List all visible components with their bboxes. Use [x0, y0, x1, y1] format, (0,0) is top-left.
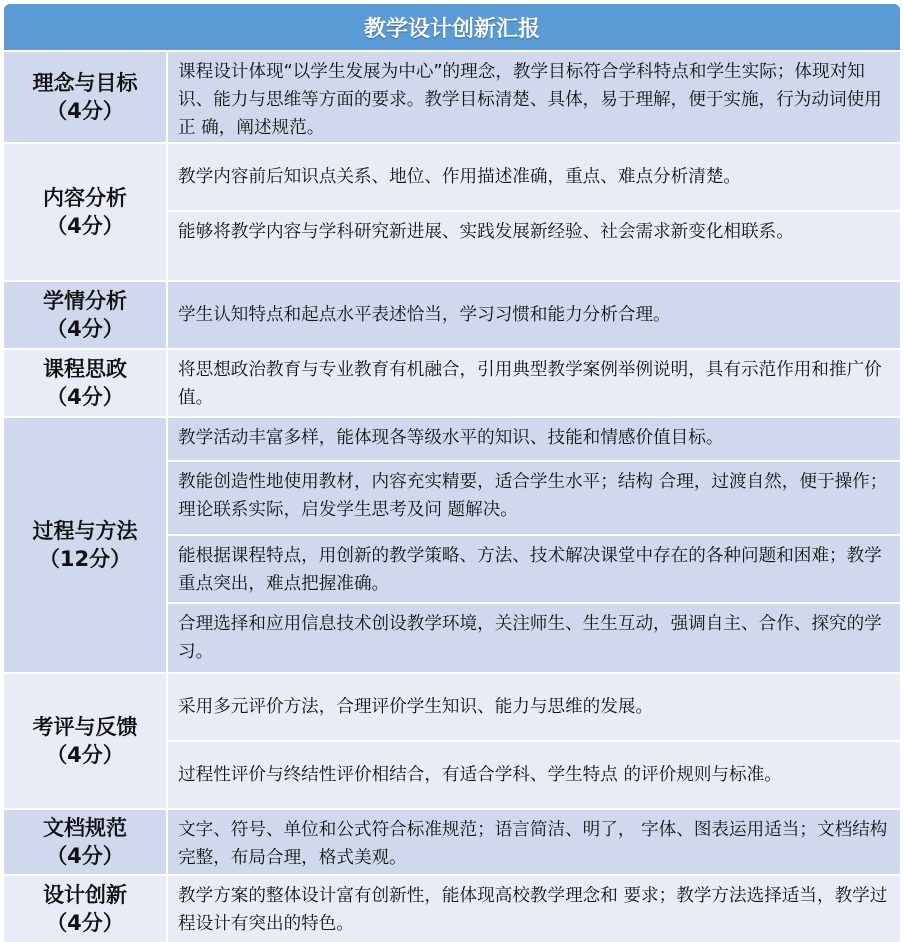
table-row — [4, 416, 900, 460]
category-cell — [4, 50, 168, 142]
category-score: （4分） — [46, 743, 124, 767]
category-cell — [4, 808, 168, 874]
category-name: 文档规范 — [43, 816, 127, 840]
category-score: （4分） — [46, 214, 124, 238]
criterion-text: 合理选择和应用信息技术创设教学环境，关注师生、生生互动，强调自主、合作、探究的学习。 — [168, 602, 900, 672]
category-cell — [4, 280, 168, 348]
table-title: 教学设计创新汇报 — [4, 4, 900, 50]
criterion-text: 采用多元评价方法，合理评价学生知识、能力与思维的发展。 — [168, 672, 900, 740]
category-cell — [4, 142, 168, 280]
criterion-text: 教能创造性地使用教材，内容充实精要，适合学生水平；结构 合理，过渡自然，便于操作；理论联系实际，启发学生思考及问 题解决。 — [168, 460, 900, 534]
category-name: 课程思政 — [43, 357, 127, 381]
category-cell — [4, 348, 168, 416]
category-name: 内容分析 — [43, 186, 127, 210]
table-row — [4, 808, 900, 874]
category-name: 考评与反馈 — [32, 715, 138, 739]
category-score: （4分） — [46, 911, 124, 935]
category-score: （4分） — [46, 317, 124, 341]
criterion-text: 教学内容前后知识点关系、地位、作用描述准确，重点、难点分析清楚。 — [168, 142, 900, 210]
category-name: 学情分析 — [43, 289, 127, 313]
category-name: 过程与方法 — [32, 519, 138, 543]
table-row — [4, 142, 900, 210]
category-cell — [4, 874, 168, 942]
criteria-table — [4, 4, 900, 942]
category-score: （12分） — [38, 547, 132, 571]
criterion-text: 能够将教学内容与学科研究新进展、实践发展新经验、社会需求新变化相联系。 — [168, 210, 900, 280]
table-row — [4, 874, 900, 942]
category-cell — [4, 416, 168, 672]
category-score: （4分） — [46, 99, 124, 123]
table-row — [4, 672, 900, 740]
category-name: 理念与目标 — [32, 71, 138, 95]
criterion-text: 课程设计体现“以学生发展为中心”的理念，教学目标符合学科特点和学生实际；体现对知识、能力与思维等方面的要求。教学目标清楚、具体，易于理解，便于实施，行为动词使用正 确，阐述规范。 — [168, 50, 900, 142]
category-name: 设计创新 — [43, 883, 127, 907]
category-score: （4分） — [46, 385, 124, 409]
criterion-text: 教学方案的整体设计富有创新性，能体现高校教学理念和 要求；教学方法选择适当，教学过程设计有突出的特色。 — [168, 874, 900, 942]
criterion-text: 教学活动丰富多样，能体现各等级水平的知识、技能和情感价值目标。 — [168, 416, 900, 460]
criterion-text: 过程性评价与终结性评价相结合，有适合学科、学生特点 的评价规则与标准。 — [168, 740, 900, 808]
table-row — [4, 348, 900, 416]
criterion-text: 文字、符号、单位和公式符合标准规范；语言简洁、明了， 字体、图表运用适当；文档结构完整，布局合理，格式美观。 — [168, 808, 900, 874]
table-row — [4, 280, 900, 348]
criterion-text: 将思想政治教育与专业教育有机融合，引用典型教学案例举例说明，具有示范作用和推广价值。 — [168, 348, 900, 416]
category-score: （4分） — [46, 844, 124, 868]
category-cell — [4, 672, 168, 808]
criterion-text: 学生认知特点和起点水平表述恰当，学习习惯和能力分析合理。 — [168, 280, 900, 348]
table-row — [4, 50, 900, 142]
criterion-text: 能根据课程特点，用创新的教学策略、方法、技术解决课堂中存在的各种问题和困难；教学重点突出，难点把握准确。 — [168, 534, 900, 602]
